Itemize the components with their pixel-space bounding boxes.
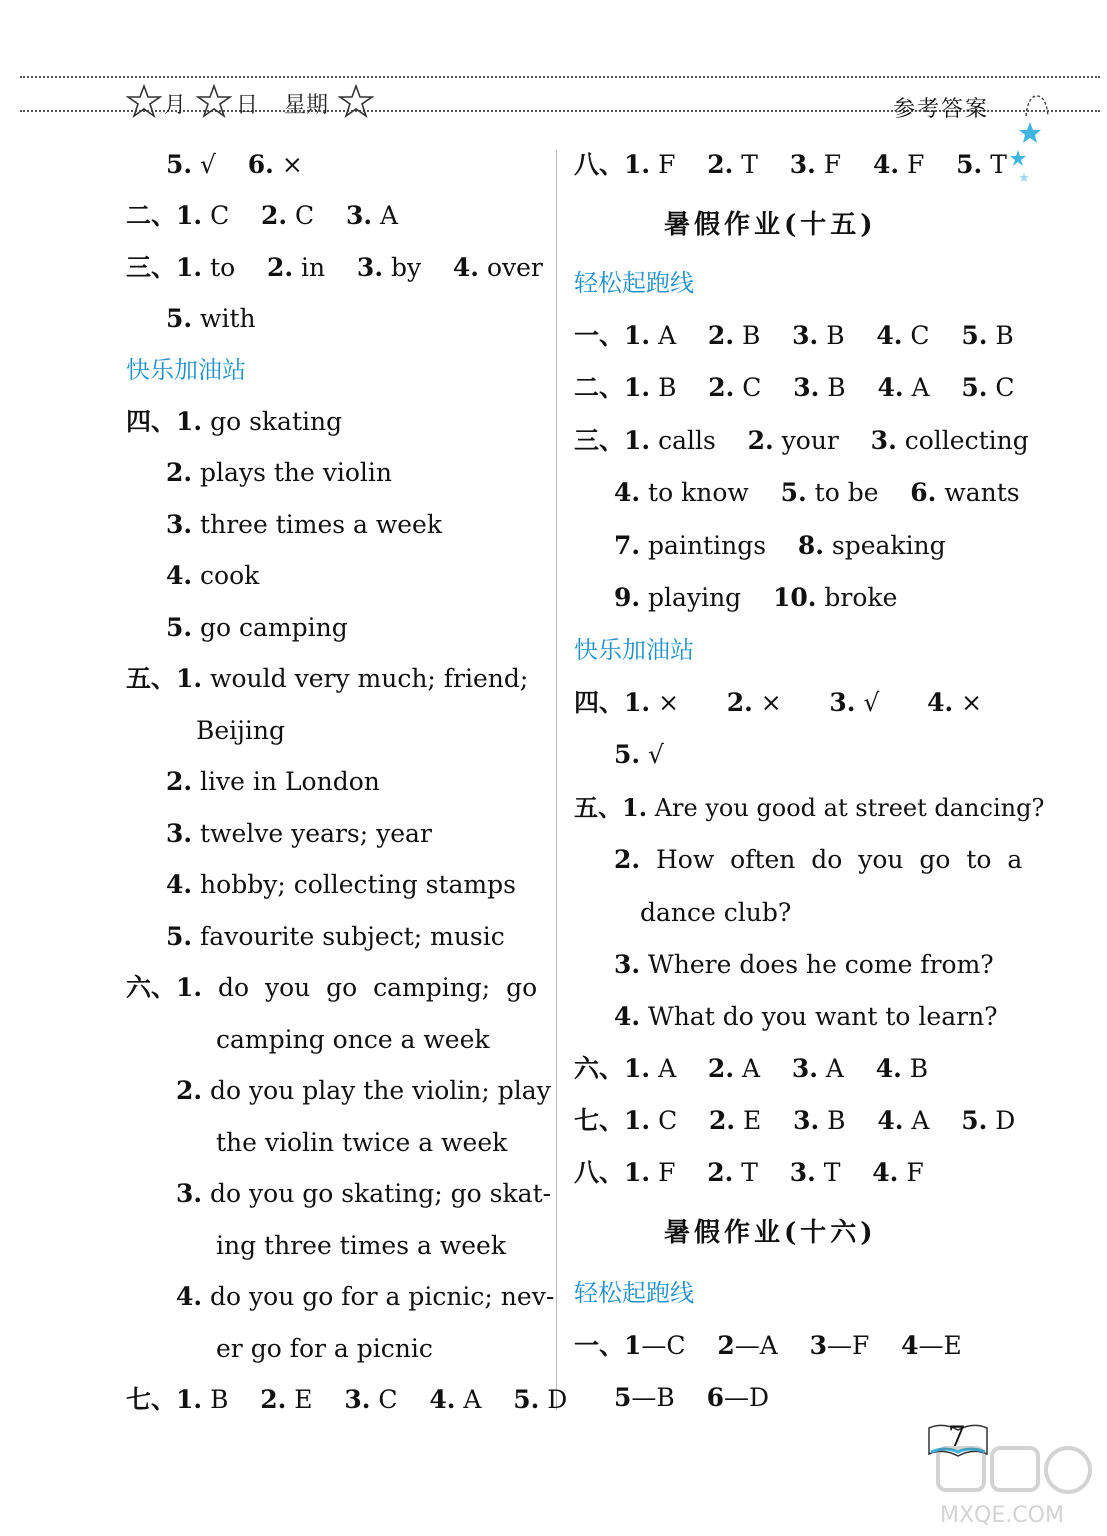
header-month: 月 — [164, 93, 187, 118]
answer-line: 三、1. to 2. in 3. by 4. over — [126, 253, 543, 282]
answer-title: 参考答案 — [893, 97, 990, 122]
star-icon — [196, 84, 232, 120]
answer-line: 3. three times a week — [166, 510, 442, 539]
answer-line: 4. cook — [166, 561, 260, 590]
answer-line: 五、1. would very much; friend; — [126, 664, 529, 693]
answer-line: ing three times a week — [216, 1231, 506, 1260]
blue-stars-icon — [1004, 120, 1044, 190]
answer-line: 3. do you go skating; go skat- — [176, 1179, 552, 1208]
answer-line: 六、1. do you go camping; go — [126, 973, 538, 1002]
header-day: 日 — [236, 93, 259, 118]
answer-line: 7. paintings 8. speaking — [614, 531, 946, 560]
answer-line: 七、1. B 2. E 3. C 4. A 5. D — [126, 1385, 568, 1414]
answer-line: Beijing — [196, 716, 286, 745]
answer-line: 五、1. Are you good at street dancing? — [574, 793, 1045, 822]
answer-line: 2. do you play the violin; play — [176, 1076, 551, 1105]
answer-line: 4. do you go for a picnic; nev- — [176, 1282, 555, 1311]
header-weekday: 星期 — [284, 93, 329, 118]
answer-line: 四、1. × 2. × 3. √ 4. × — [574, 688, 983, 717]
star-icon — [126, 84, 162, 120]
homework-title: 暑假作业(十五) — [664, 210, 877, 240]
answer-line: 一、1—C 2—A 3—F 4—E — [574, 1331, 962, 1360]
answer-line: 八、1. F 2. T 3. T 4. F — [574, 1158, 924, 1187]
answer-line: er go for a picnic — [216, 1334, 433, 1363]
answer-line: 3. twelve years; year — [166, 819, 432, 848]
homework-title: 暑假作业(十六) — [664, 1218, 877, 1248]
answer-line: 5—B 6—D — [614, 1383, 770, 1412]
answer-line: 5. favourite subject; music — [166, 922, 505, 951]
answer-line: 5. with — [166, 304, 256, 333]
section-heading: 快乐加油站 — [574, 636, 694, 664]
column-divider — [556, 150, 557, 1410]
answer-line: 2. plays the violin — [166, 458, 393, 487]
star-icon — [338, 84, 374, 120]
page-number: 7 — [948, 1420, 966, 1453]
answer-line: 2. live in London — [166, 767, 380, 796]
answer-line: the violin twice a week — [216, 1128, 508, 1157]
answer-line: 4. What do you want to learn? — [614, 1002, 998, 1031]
answer-line: 9. playing 10. broke — [614, 583, 898, 612]
answer-line: 八、1. F 2. T 3. F 4. F 5. T — [574, 150, 1007, 179]
answer-line: 4. hobby; collecting stamps — [166, 870, 516, 899]
answer-line: 5. √ 6. × — [166, 150, 303, 179]
answer-line: camping once a week — [216, 1025, 490, 1054]
answer-line: 二、1. B 2. C 3. B 4. A 5. C — [574, 373, 1015, 402]
section-heading: 快乐加油站 — [126, 356, 246, 384]
answer-line: 5. go camping — [166, 613, 348, 642]
answer-line: dance club? — [640, 898, 792, 927]
answer-line: 一、1. A 2. B 3. B 4. C 5. B — [574, 321, 1014, 350]
answer-line: 七、1. C 2. E 3. B 4. A 5. D — [574, 1106, 1016, 1135]
answer-line: 5. √ — [614, 740, 664, 769]
answer-line: 四、1. go skating — [126, 407, 343, 436]
page-header — [0, 0, 1107, 140]
watermark-logo — [930, 1440, 1100, 1530]
section-heading: 轻松起跑线 — [574, 269, 694, 297]
answer-line: 2. How often do you go to a — [614, 845, 1023, 874]
header-dotted-line — [20, 76, 1100, 78]
section-heading: 轻松起跑线 — [574, 1279, 694, 1307]
svg-text:MXQE.COM: MXQE.COM — [940, 1503, 1064, 1528]
answer-line: 三、1. calls 2. your 3. collecting — [574, 426, 1029, 455]
answer-line: 4. to know 5. to be 6. wants — [614, 478, 1020, 507]
answer-line: 3. Where does he come from? — [614, 950, 994, 979]
answer-line: 二、1. C 2. C 3. A — [126, 201, 399, 230]
answer-line: 六、1. A 2. A 3. A 4. B — [574, 1054, 929, 1083]
bell-icon — [1022, 92, 1052, 118]
